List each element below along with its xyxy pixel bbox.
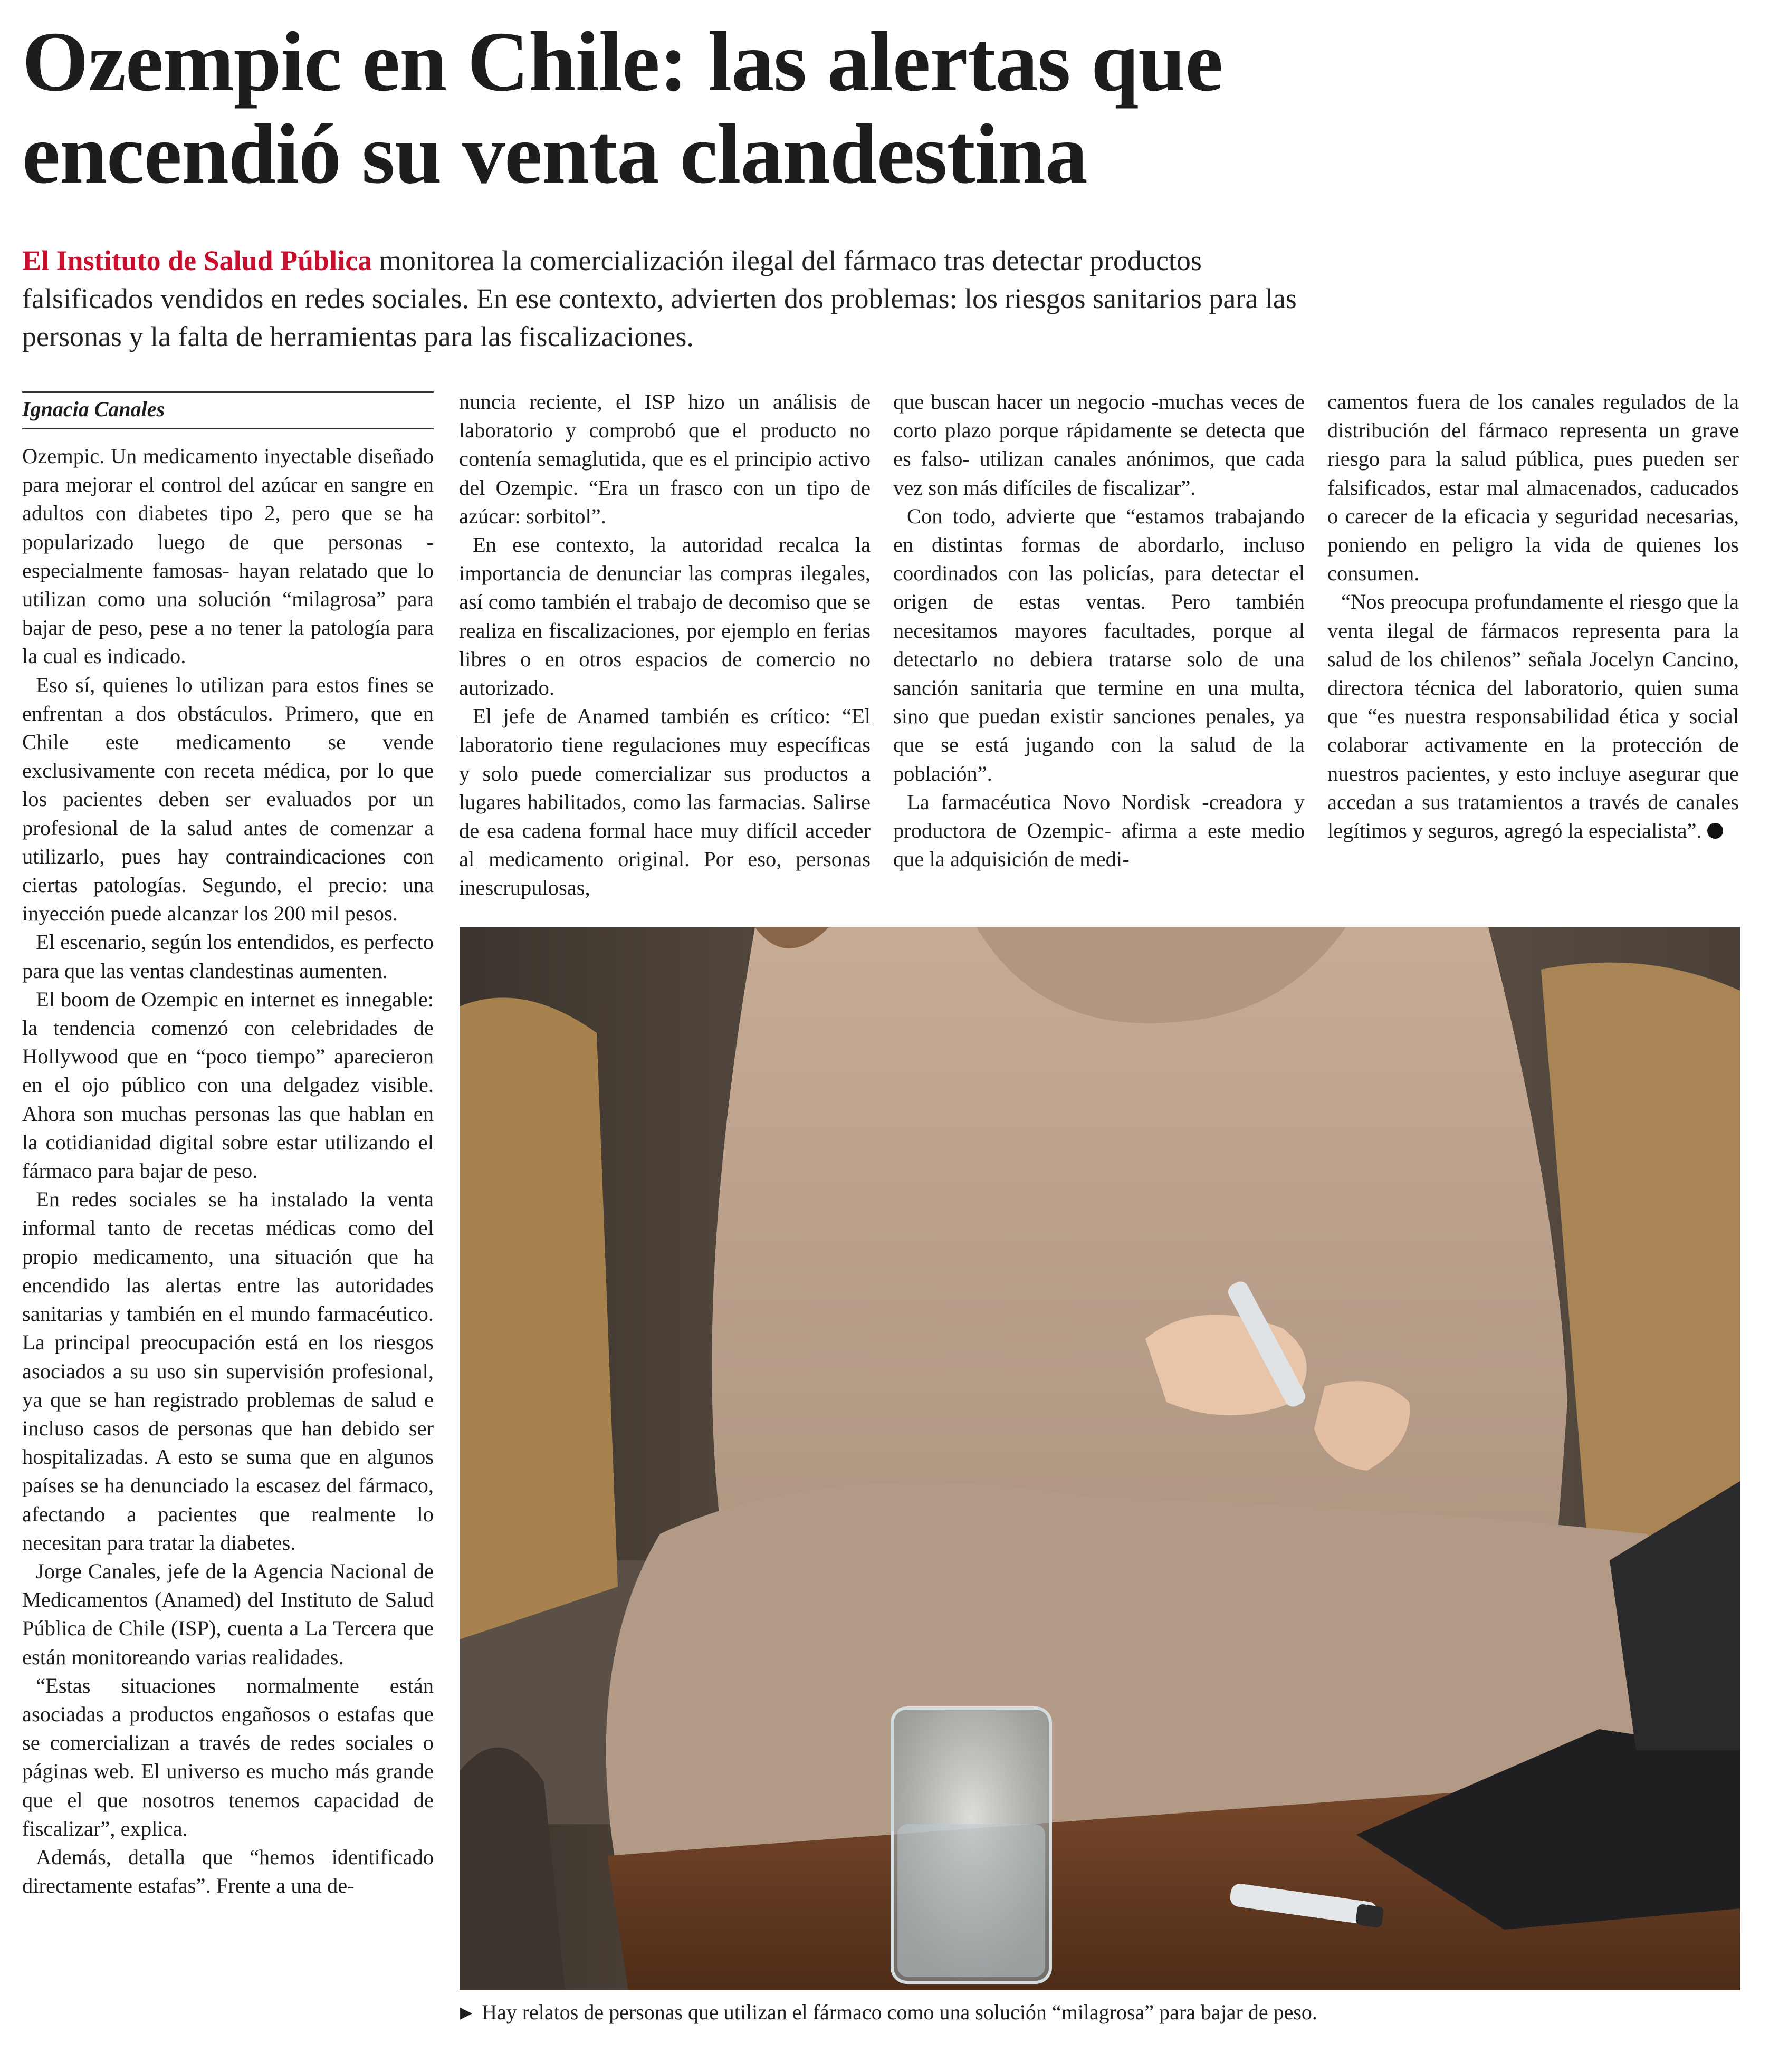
end-mark-icon [1707, 823, 1723, 839]
dek-text: monitorea la comercialización ilegal del fármaco tras detectar productos falsificados vendidos en redes sociales. En ese contexto, advierten dos problemas: los riesgos sanitarios para las personas y la falta de herramientas para las fiscalizaciones. [22, 245, 1297, 352]
paragraph: “Estas situaciones normalmente están asociadas a productos engañosos o estafas que se comercializan a través de redes sociales o páginas web. El universo es mucho más grande que el que nosotros tenemos capacidad de fiscalizar”, explica. [22, 1673, 434, 1840]
caption-triangle-icon: ▶ [460, 2004, 473, 2021]
article-photo [460, 927, 1740, 1990]
headline-line-1: Ozempic en Chile: las alertas que [22, 15, 1223, 109]
paragraph-last-text: “Nos preocupa profundamente el riesgo que la venta ilegal de fármacos representa para la salud de los chilenos” señala Jocelyn Cancino, directora técnica del laboratorio, quien suma que “es nuestra responsabilidad ética y social colaborar activamente en la protección de nuestros pacientes, y esto incluye asegurar que accedan a sus tratamientos a través de canales legítimos y seguros, agregó la especialista”. [1327, 590, 1739, 843]
paragraph: Además, detalla que “hemos identificado directamente estafas”. Frente a una de- [22, 1845, 434, 1898]
headline [22, 16, 1763, 200]
paragraph: El boom de Ozempic en internet es innegable: la tendencia comenzó con celebridades de Hollywood que en “poco tiempo” aparecieron en el ojo público con una delgadez visible. Ahora son muchas personas las que hablan en la cotidianidad digital sobre estar utilizando el fármaco para bajar de peso. [22, 987, 434, 1183]
paragraph: La farmacéutica Novo Nordisk -creadora y productora de Ozempic- afirma a este medio que la adquisición de medi- [893, 790, 1305, 871]
article-column-1 [22, 442, 434, 1900]
byline: Ignacia Canales [22, 397, 165, 421]
photo-caption [460, 1998, 1742, 2027]
paragraph: camentos fuera de los canales regulados de la distribución del fármaco representa un grave riesgo para la salud pública, pues pueden ser falsificados, estar mal almacenados, caducados o carecer de la eficacia y seguridad necesarias, poniendo en peligro la vida de quienes los consumen. [1327, 390, 1739, 586]
article-column-3 [893, 388, 1305, 874]
paragraph: Eso sí, quienes lo utilizan para estos fines se enfrentan a dos obstáculos. Primero, que en Chile este medicamento se vende exclusivamente con receta médica, por lo que los pacientes deben ser evaluados por un profesional de la salud antes de comenzar a utilizarlo, pues hay contraindicaciones con ciertas patologías. Segundo, el precio: una inyección puede alcanzar los 200 mil pesos. [22, 673, 434, 926]
article-column-2 [459, 388, 871, 903]
paragraph: El jefe de Anamed también es crítico: “El laboratorio tiene regulaciones muy específicas y solo puede comercializar sus productos a lugares habilitados, como las farmacias. Salirse de esa cadena formal hace muy difícil acceder al medicamento original. Por eso, personas inescrupulosas, [459, 704, 871, 900]
paragraph: Ozempic. Un medicamento inyectable diseñado para mejorar el control del azúcar en sangre en adultos con diabetes tipo 2, pero que se ha popularizado luego de que personas -especialmente famosas- hayan relatado que lo utilizan como una solución “milagrosa” para bajar de peso, pese a no tener la patología para la cual es indicado. [22, 444, 434, 668]
dek [22, 242, 1320, 356]
article-column-4 [1327, 388, 1739, 845]
paragraph: En redes sociales se ha instalado la venta informal tanto de recetas médicas como del propio medicamento, una situación que ha encendido las alertas entre las autoridades sanitarias y también en el mundo farmacéutico. La principal preocupación está en los riesgos asociados a su uso sin supervisión profesional, ya que se han registrado problemas de salud e incluso casos de personas que han debido ser hospitalizadas. A esto se suma que en algunos países se ha denunciado la escasez del fármaco, afectando a pacientes que realmente lo necesitan para tratar la diabetes. [22, 1187, 434, 1555]
caption-text: Hay relatos de personas que utilizan el fármaco como una solución “milagrosa” para bajar de peso. [482, 2000, 1317, 2024]
dek-lead: El Instituto de Salud Pública [22, 245, 372, 276]
paragraph: En ese contexto, la autoridad recalca la importancia de denunciar las compras ilegales, así como también el trabajo de decomiso que se realiza en fiscalizaciones, por ejemplo en ferias libres o en otros espacios de comercio no autorizado. [459, 533, 871, 700]
headline-line-2: encendió su venta clandestina [22, 107, 1087, 202]
paragraph: Con todo, advierte que “estamos trabajando en distintas formas de abordarlo, incluso coordinados con las policías, para detectar el origen de estas ventas. Pero también necesitamos mayores facultades, porque al detectarlo no debiera tratarse solo de una sanción sanitaria que termine en una multa, sino que puedan existir sanciones penales, ya que se está jugando con la salud de la población”. [893, 504, 1305, 785]
byline-rule-top [22, 391, 434, 393]
paragraph: que buscan hacer un negocio -muchas veces de corto plazo porque rápidamente se detecta que es falso- utilizan canales anónimos, que cada vez son más difíciles de fiscalizar”. [893, 390, 1305, 500]
paragraph: El escenario, según los entendidos, es perfecto para que las ventas clandestinas aumenten. [22, 930, 434, 983]
paragraph: nuncia reciente, el ISP hizo un análisis de laboratorio y comprobó que el producto no contenía semaglutida, que es el principio activo del Ozempic. “Era un frasco con un tipo de azúcar: sorbitol”. [459, 390, 871, 528]
paragraph-last [1327, 588, 1739, 845]
photo-illustration [460, 927, 1740, 1990]
paragraph: Jorge Canales, jefe de la Agencia Nacional de Medicamentos (Anamed) del Instituto de Salud Pública de Chile (ISP), cuenta a La Tercera que están monitoreando varias realidades. [22, 1559, 434, 1669]
byline-rule-bottom [22, 428, 434, 429]
